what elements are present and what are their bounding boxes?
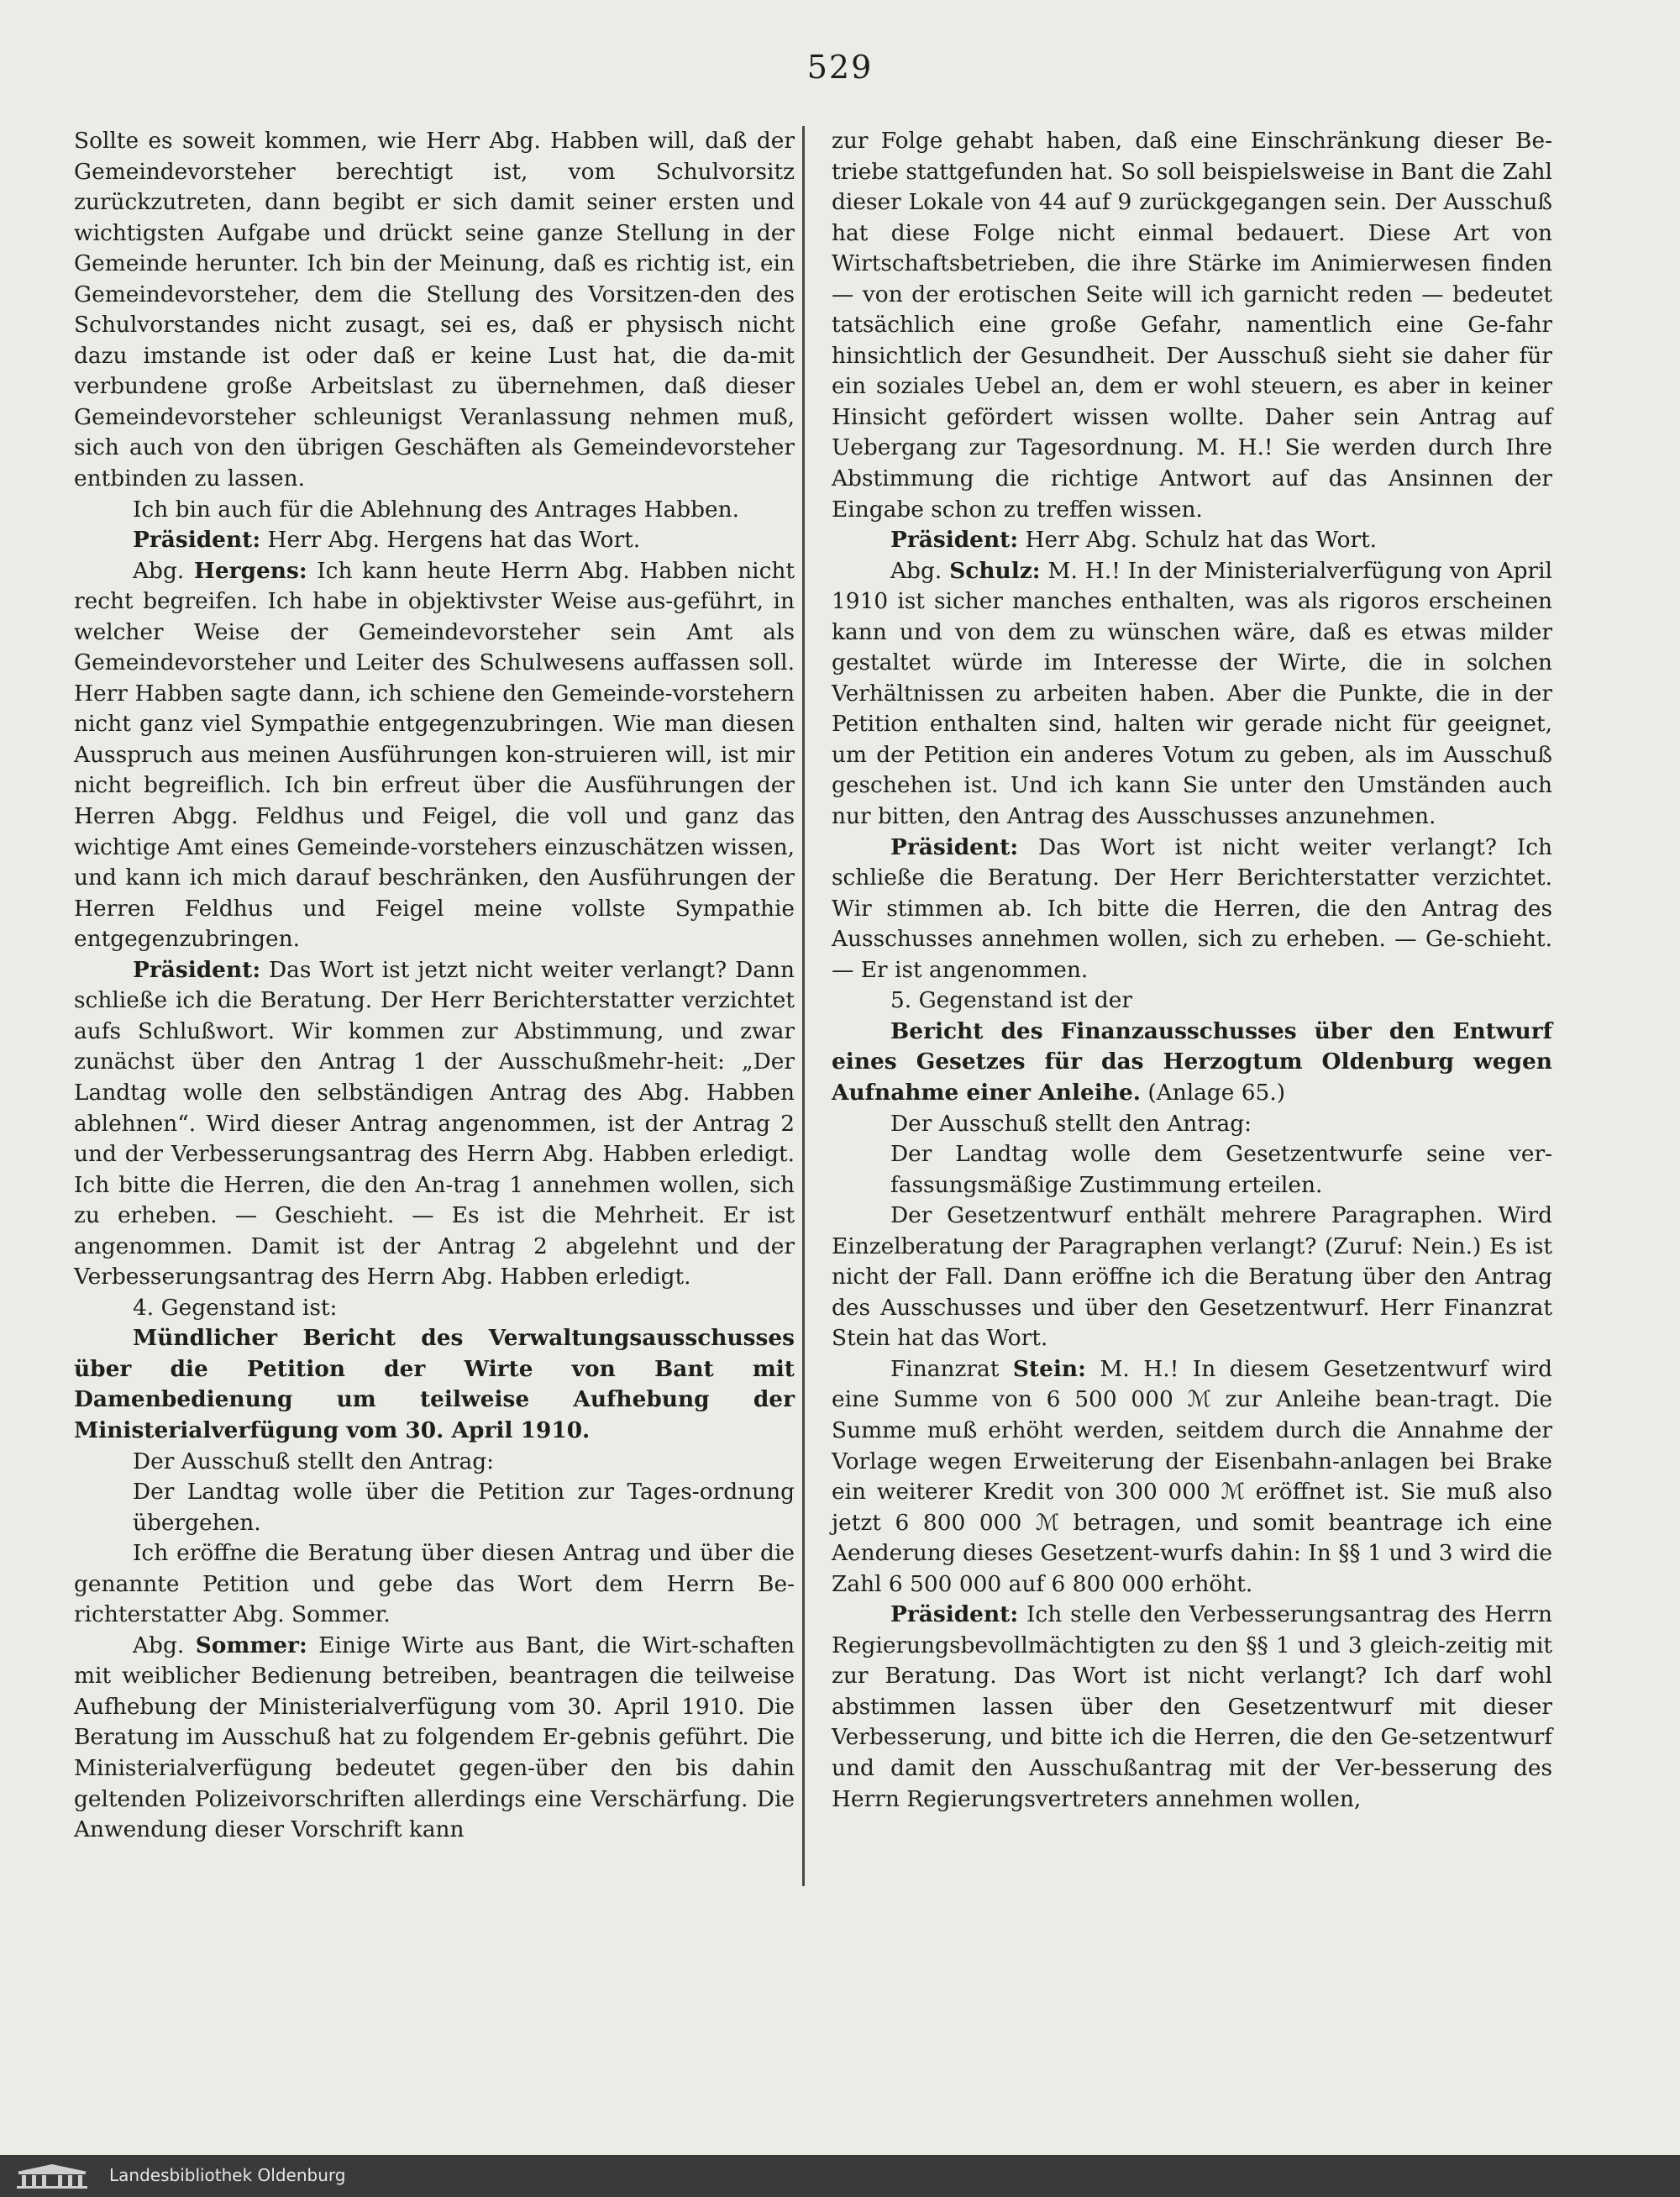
paragraph-text: Ich bin auch für die Ablehnung des Antrages Habben. (133, 496, 740, 523)
paragraph-text: Ich stelle den Verbesserungsantrag des Herrn Regierungsbevollmächtigten zu den §§ 1 und 3 gleich-zeitig mit zur Beratung. Das Wort ist nicht verlangt? Ich darf wohl abstimmen lassen über den Gesetzentwurf mit dieser Verbesserung, und bitte ich die Herren, die den Ge-setzentwurf und damit den Ausschußantrag mit der Ver-besserung des Herrn Regierungsvertreters annehmen wollen, (832, 1601, 1552, 1812)
library-name: Landesbibliothek Oldenburg (109, 2165, 346, 2185)
paragraph-text: Ich kann heute Herrn Abg. Habben nicht recht begreifen. Ich habe in objektivster Weise aus-geführt, in welcher Weise der Gemeindevorsteher sein Amt als Gemeindevorsteher und Leiter des Schulwesens auffassen soll. Herr Habben sagte dann, ich schiene den Gemeinde-vorstehern nicht ganz viel Sympathie entgegenzubringen. Wie man diesen Ausspruch aus meinen Ausführungen kon-struieren will, ist mir nicht begreiflich. Ich bin erfreut über die Ausführungen der Herren Abgg. Feldhus und Feigel, die voll und ganz das wichtige Amt eines Gemeinde-vorstehers einzuschätzen wissen, und kann ich mich darauf beschränken, den Ausführungen der Herren Feldhus und Feigel meine vollste Sympathie entgegenzubringen. (74, 557, 795, 953)
paragraph-text: Herr Abg. Schulz hat das Wort. (1018, 527, 1378, 554)
speaker-title: Abg. (133, 557, 194, 584)
paragraph-text: Der Landtag wolle über die Petition zur Tages-ordnung übergehen. (133, 1479, 795, 1536)
paragraph-l1 (74, 126, 795, 495)
speaker-name: Präsident: (890, 833, 1019, 860)
right-column (832, 126, 1552, 1815)
paragraph-text: Sollte es soweit kommen, wie Herr Abg. Habben will, daß der Gemeindevorsteher berechtigt ist, vom Schulvorsitz zurückzutreten, dann begibt er sich damit seiner ersten und wichtigsten Aufgabe und drückt seine ganze Stellung in der Gemeinde herunter. Ich bin der Meinung, daß es richtig ist, ein Gemeindevorsteher, dem die Stellung des Vorsitzen-den des Schulvorstandes nicht zusagt, sei es, daß er physisch nicht dazu imstande ist oder daß er keine Lust hat, die da-mit verbundene große Arbeitslast zu übernehmen, daß dieser Gemeindevorsteher schleunigst Veranlassung nehmen muß, sich auch von den übrigen Geschäften als Gemeindevorsteher entbinden zu lassen. (74, 128, 795, 492)
footer-bar (0, 2155, 1680, 2197)
paragraph-l6 (74, 1293, 795, 1324)
speaker-name: Sommer: (195, 1632, 307, 1658)
paragraph-l3 (74, 525, 795, 556)
paragraph-text: Das Wort ist nicht weiter verlangt? Ich schließe die Beratung. Der Herr Berichterstatter verzichtet. Wir stimmen ab. Ich bitte die Herren, die den Antrag des Ausschusses annehmen wollen, sich zu erheben. — Ge-schieht. — Er ist angenommen. (832, 833, 1552, 983)
paragraph-l7 (74, 1323, 795, 1446)
speaker-name: Präsident: (133, 956, 261, 983)
paragraph-r6 (832, 1017, 1552, 1109)
speaker-title: Abg. (890, 557, 950, 584)
paragraph-text: Der Gesetzentwurf enthält mehrere Paragraphen. Wird Einzelberatung der Paragraphen verlangt? (Zuruf: Nein.) Es ist nicht der Fall. Dann eröffne ich die Beratung über den Antrag des Ausschusses und über den Gesetzentwurf. Herr Finanzrat Stein hat das Wort. (832, 1202, 1552, 1352)
paragraph-text: Der Landtag wolle dem Gesetzentwurfe seine ver-fassungsmäßige Zustimmung erteilen. (890, 1141, 1552, 1198)
paragraph-l11 (74, 1631, 795, 1846)
paragraph-text: M. H.! In der Ministerialverfügung von April 1910 ist sicher manches enthalten, was als rigoros erscheinen kann und von dem zu wünschen wäre, daß es etwas milder gestaltet würde im Interesse der Wirte, die in solchen Verhältnissen zu arbeiten haben. Aber die Punkte, die in der Petition enthalten sind, halten wir gerade nicht für geeignet, um der Petition ein anderes Votum zu geben, als im Ausschuß geschehen ist. Und ich kann Sie unter den Umständen auch nur bitten, den Antrag des Ausschusses anzunehmen. (832, 557, 1552, 830)
speaker-title: Abg. (133, 1632, 196, 1658)
paragraph-l8 (74, 1447, 795, 1478)
library-building-icon (12, 2162, 92, 2190)
paragraph-r8 (832, 1139, 1552, 1201)
paragraph-r5 (832, 985, 1552, 1017)
column-divider (802, 126, 805, 1886)
paragraph-text: 5. Gegenstand ist der (890, 987, 1133, 1014)
paragraph-r1 (832, 126, 1552, 525)
paragraph-r11 (832, 1600, 1552, 1815)
paragraph-text: 4. Gegenstand ist: (133, 1294, 338, 1321)
speaker-name: Präsident: (133, 527, 261, 554)
speaker-name: Hergens: (193, 557, 307, 584)
paragraph-l5 (74, 955, 795, 1293)
paragraph-text: Bericht des Finanzausschusses über den Entwurf eines Gesetzes für das Herzogtum Oldenburg wegen Aufnahme einer Anleihe. (832, 1017, 1552, 1106)
page-number: 529 (806, 49, 874, 86)
paragraph-text: Mündlicher Bericht des Verwaltungsausschusses über die Petition der Wirte von Bant mit Damenbedienung um teilweise Aufhebung der Ministerialverfügung vom 30. April 1910. (74, 1325, 795, 1443)
paragraph-r3 (832, 556, 1552, 833)
speaker-title: Finanzrat (890, 1355, 1013, 1382)
paragraph-suffix: (Anlage 65.) (1140, 1079, 1286, 1106)
paragraph-text: Einige Wirte aus Bant, die Wirt-schaften mit weiblicher Bedienung betreiben, beantragen die teilweise Aufhebung der Ministerialverfügung vom 30. April 1910. Die Beratung im Ausschuß hat zu folgendem Er-gebnis geführt. Die Ministerialverfügung bedeutet gegen-über den bis dahin geltenden Polizeivorschriften allerdings eine Verschärfung. Die Anwendung dieser Vorschrift kann (74, 1632, 795, 1843)
speaker-name: Schulz: (949, 557, 1041, 584)
paragraph-text: zur Folge gehabt haben, daß eine Einschränkung dieser Be-triebe stattgefunden hat. So soll beispielsweise in Bant die Zahl dieser Lokale von 44 auf 9 zurückgegangen sein. Der Ausschuß hat diese Folge nicht einmal bedauert. Diese Art von Wirtschaftsbetrieben, die ihre Stärke im Animierwesen finden — von der erotischen Seite will ich garnicht reden — bedeutet tatsächlich eine große Gefahr, namentlich eine Ge-fahr hinsichtlich der Gesundheit. Der Ausschuß sieht sie daher für ein soziales Uebel an, dem er wohl steuern, es aber in keiner Hinsicht gefördert wissen wollte. Daher sein Antrag auf Uebergang zur Tagesordnung. M. H.! Sie werden durch Ihre Abstimmung die richtige Antwort auf das Ansinnen der Eingabe schon zu treffen wissen. (832, 128, 1552, 523)
paragraph-l2 (74, 495, 795, 526)
paragraph-r10 (832, 1354, 1552, 1600)
paragraph-r4 (832, 833, 1552, 986)
speaker-name: Stein: (1012, 1355, 1086, 1382)
paragraph-r2 (832, 525, 1552, 556)
paragraph-l4 (74, 556, 795, 955)
paragraph-r9 (832, 1201, 1552, 1354)
left-column (74, 126, 795, 1846)
paragraph-text: Herr Abg. Hergens hat das Wort. (260, 527, 641, 554)
paragraph-text: Der Ausschuß stellt den Antrag: (133, 1448, 495, 1474)
paragraph-text: Der Ausschuß stellt den Antrag: (890, 1110, 1252, 1137)
paragraph-text: Das Wort ist jetzt nicht weiter verlangt? Dann schließe ich die Beratung. Der Herr Berichterstatter verzichtet aufs Schlußwort. Wir kommen zur Abstimmung, und zwar zunächst über den Antrag 1 der Ausschußmehr-heit: „Der Landtag wolle den selbständigen Antrag des Abg. Habben ablehnen“. Wird dieser Antrag angenommen, ist der Antrag 2 und der Verbesserungsantrag des Herrn Abg. Habben erledigt. Ich bitte die Herren, die den An-trag 1 annehmen wollen, sich zu erheben. — Geschieht. — Es ist die Mehrheit. Er ist angenommen. Damit ist der Antrag 2 abgelehnt und der Verbesserungsantrag des Herrn Abg. Habben erledigt. (74, 956, 795, 1290)
paragraph-r7 (832, 1109, 1552, 1140)
paragraph-l9 (74, 1477, 795, 1538)
paragraph-text: M. H.! In diesem Gesetzentwurf wird eine Summe von 6 500 000 ℳ zur Anleihe bean-tragt. Die Summe muß erhöht werden, seitdem durch die Annahme der Vorlage wegen Erweiterung der Eisenbahn-anlagen bei Brake ein weiterer Kredit von 300 000 ℳ eröffnet ist. Sie muß also jetzt 6 800 000 ℳ betragen, und somit beantrage ich eine Aenderung dieses Gesetzent-wurfs dahin: In §§ 1 und 3 wird die Zahl 6 500 000 auf 6 800 000 erhöht. (832, 1355, 1552, 1597)
paragraph-l10 (74, 1538, 795, 1631)
speaker-name: Präsident: (890, 527, 1019, 554)
paragraph-text: Ich eröffne die Beratung über diesen Antrag und über die genannte Petition und gebe das Wort dem Herrn Be-richterstatter Abg. Sommer. (74, 1540, 795, 1628)
speaker-name: Präsident: (890, 1601, 1019, 1628)
